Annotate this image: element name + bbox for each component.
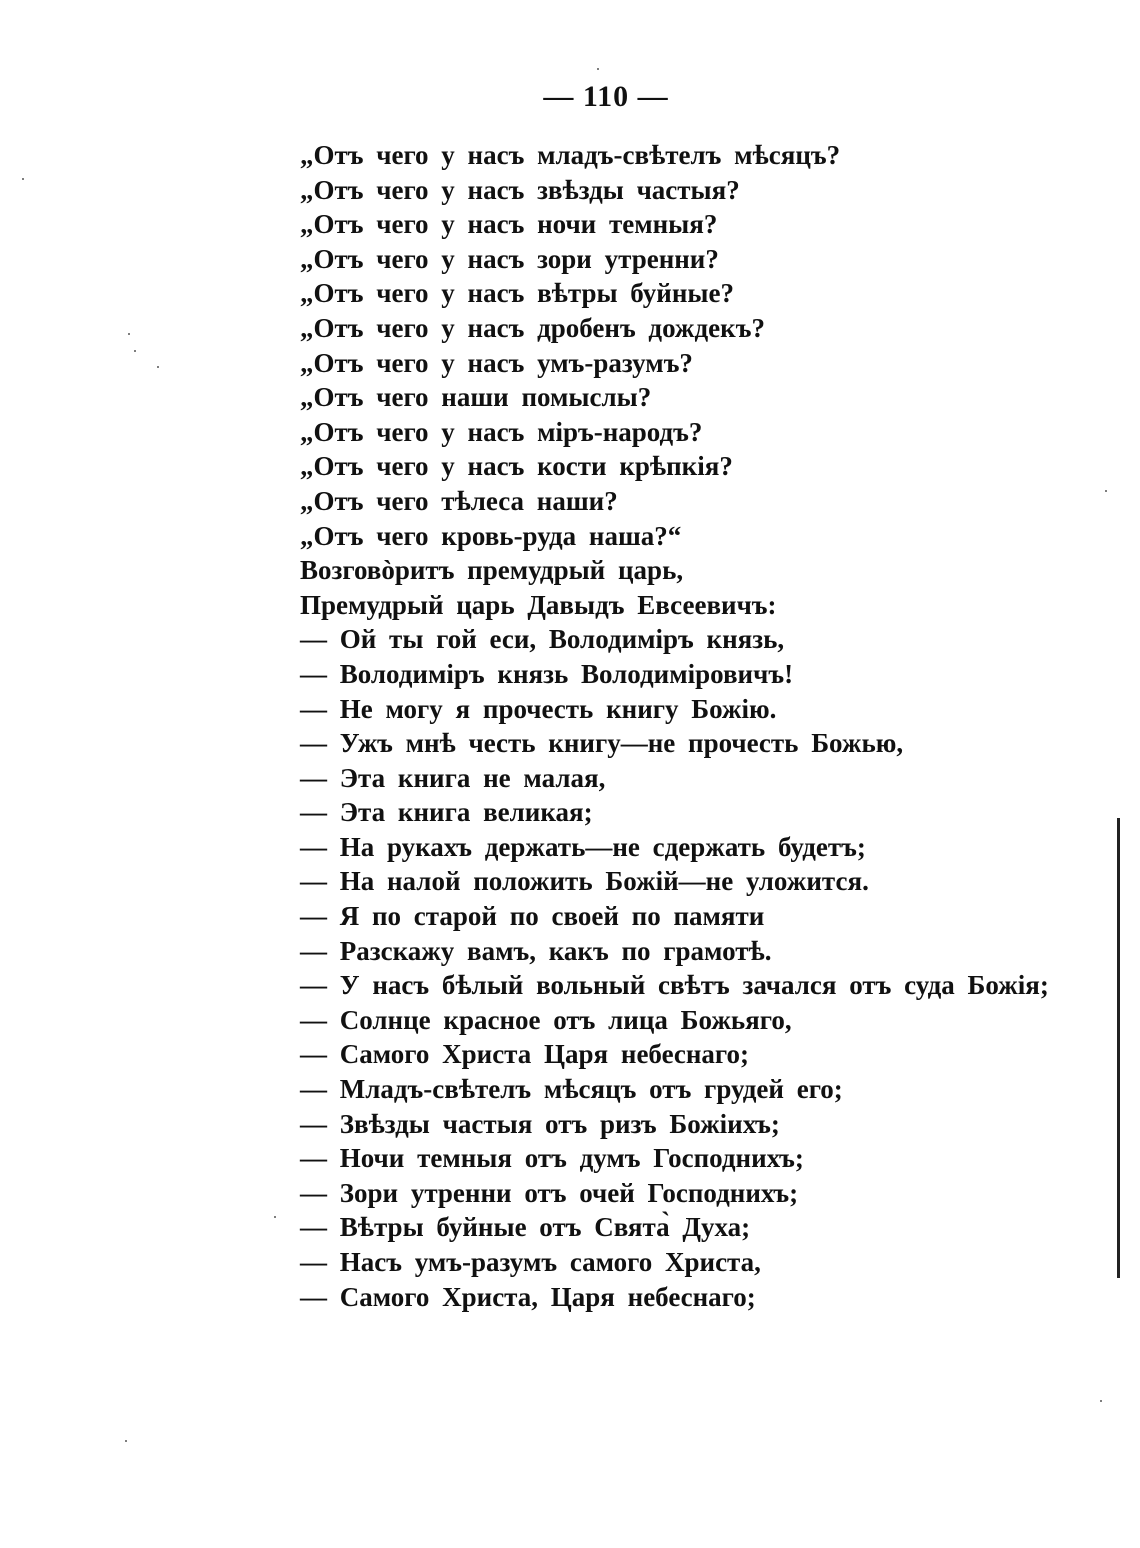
poem-text xyxy=(300,138,1049,1314)
poem-line: „Отъ чего у насъ зори утренни? xyxy=(300,243,719,274)
scan-speck xyxy=(274,1216,276,1218)
scan-speck xyxy=(1100,1400,1102,1402)
poem-line: „Отъ чего у насъ умъ-разумъ? xyxy=(300,347,693,378)
poem-line: Премудрый царь Давыдъ Евсеевичъ: xyxy=(300,589,777,620)
poem-line: „Отъ чего кровь-руда наша?“ xyxy=(300,520,682,551)
scan-speck xyxy=(125,1440,127,1442)
poem-line: „Отъ чего наши помыслы? xyxy=(300,382,652,413)
poem-line: — Насъ умъ-разумъ самого Христа, xyxy=(300,1247,761,1277)
poem-line: — Вѣтры буйные отъ Свята̀ Духа; xyxy=(300,1212,751,1243)
poem-line: — Ночи темныя отъ думъ Господнихъ; xyxy=(300,1143,804,1174)
poem-line: „Отъ чего у насъ вѣтры буйные? xyxy=(300,278,734,309)
poem-line: — Звѣзды частыя отъ ризъ Божіихъ; xyxy=(300,1108,780,1139)
poem-line: — Младъ-свѣтелъ мѣсяцъ отъ грудей его; xyxy=(300,1074,843,1105)
poem-line: — Разскажу вамъ, какъ по грамотѣ. xyxy=(300,935,772,966)
poem-line: „Отъ чего у насъ дробенъ дождекъ? xyxy=(300,312,765,343)
scan-speck xyxy=(128,333,130,335)
poem-line: — Самого Христа Царя небеснаго; xyxy=(300,1039,750,1070)
poem-line: „Отъ чего у насъ кости крѣпкія? xyxy=(300,451,733,482)
poem-line: — Эта книга великая; xyxy=(300,797,593,828)
page-number: — 110 — xyxy=(543,80,669,113)
poem-line: — У насъ бѣлый вольный свѣтъ зачался отъ суда Божія; xyxy=(300,970,1049,1001)
scan-speck xyxy=(157,366,159,368)
poem-line: — Зори утренни отъ очей Господнихъ; xyxy=(300,1177,799,1208)
poem-line: „Отъ чего у насъ звѣзды частыя? xyxy=(300,174,740,205)
poem-line: — Эта книга не малая, xyxy=(300,762,606,793)
poem-line: Возговòритъ премудрый царь, xyxy=(300,555,684,586)
poem-line: „Отъ чего у насъ міръ-народъ? xyxy=(300,416,703,447)
poem-line: — Самого Христа, Царя небеснаго; xyxy=(300,1281,756,1312)
poem-line: — На налой положить Божій—не уложится. xyxy=(300,866,869,897)
scan-speck xyxy=(134,350,136,352)
scan-margin-rule xyxy=(1117,818,1120,1278)
poem-line: — Ой ты гой еси, Володиміръ князь, xyxy=(300,624,785,655)
poem-line: „Отъ чего тѣлеса наши? xyxy=(300,485,618,516)
poem-line: — Я по старой по своей по памяти xyxy=(300,901,765,932)
scan-speck xyxy=(1105,490,1107,492)
poem-line: „Отъ чего у насъ ночи темныя? xyxy=(300,209,718,240)
poem-line: — Ужъ мнѣ честь книгу—не прочесть Божью, xyxy=(300,728,904,759)
poem-line: — Володиміръ князь Володиміровичъ! xyxy=(300,658,794,689)
scan-speck xyxy=(597,68,599,70)
poem-line: — Не могу я прочесть книгу Божію. xyxy=(300,693,777,724)
poem-line: „Отъ чего у насъ младъ-свѣтелъ мѣсяцъ? xyxy=(300,140,841,170)
poem-line: — Солнце красное отъ лица Божьяго, xyxy=(300,1004,792,1035)
poem-line: — На рукахъ держать—не сдержать будетъ; xyxy=(300,831,866,862)
scan-speck xyxy=(22,178,24,180)
